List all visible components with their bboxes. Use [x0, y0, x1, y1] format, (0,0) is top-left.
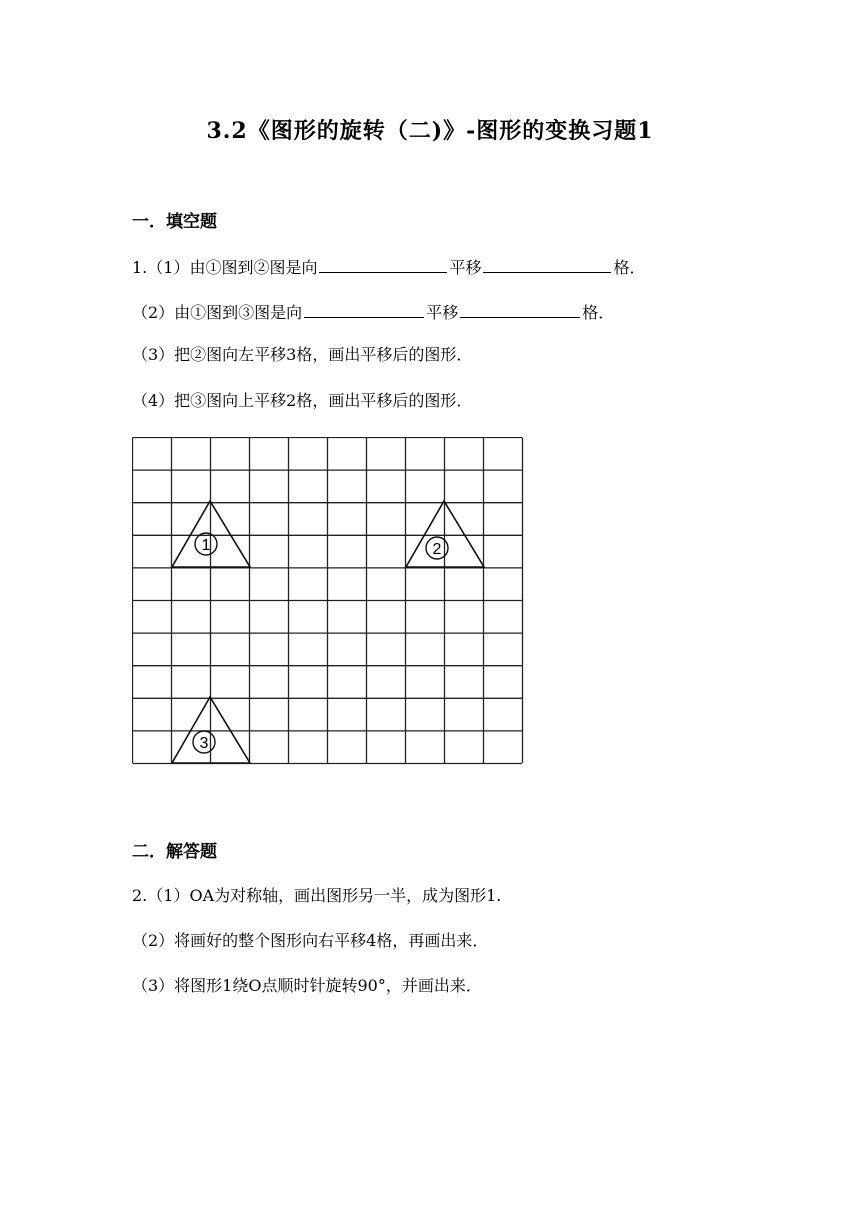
grid-lines: [133, 438, 523, 764]
q1p1-suffix: 格．: [613, 258, 646, 277]
page-title: 3.2《图形的旋转（二)》-图形的变换习题1: [206, 118, 654, 144]
section-heading-fill-in: 一．填空题: [132, 212, 217, 232]
q1p2-suffix: 格．: [582, 303, 615, 322]
q1p2-mid: 平移: [426, 303, 459, 322]
question-1-part-1: [132, 254, 645, 278]
q1p2-prefix: （2）由①图到③图是向: [132, 303, 303, 322]
answer-blank-direction-2[interactable]: [304, 299, 424, 318]
q1p1-mid: 平移: [449, 258, 482, 277]
triangle-1-label: 1: [201, 537, 211, 554]
answer-blank-count-2[interactable]: [460, 299, 580, 318]
triangle-2-label: 2: [432, 541, 442, 558]
question-2-part-1: 2.（1）OA为对称轴，画出图形另一半，成为图形1.: [132, 886, 502, 905]
question-2-part-2: （2）将画好的整个图形向右平移4格，再画出来．: [132, 931, 489, 950]
answer-blank-count-1[interactable]: [483, 254, 611, 273]
grid-figure: [132, 437, 524, 765]
question-2-part-3: （3）将图形1绕O点顺时针旋转90°，并画出来．: [132, 976, 482, 995]
triangle-3-label: 3: [199, 735, 209, 752]
answer-blank-direction-1[interactable]: [319, 254, 447, 273]
question-1-part-3: （3）把②图向左平移3格，画出平移后的图形．: [132, 345, 473, 364]
question-1-part-2: [132, 299, 614, 323]
section-heading-solve: 二．解答题: [132, 842, 217, 862]
question-1-part-4: （4）把③图向上平移2格，画出平移后的图形．: [132, 391, 473, 410]
q1p1-prefix: 1.（1）由①图到②图是向: [132, 258, 318, 277]
